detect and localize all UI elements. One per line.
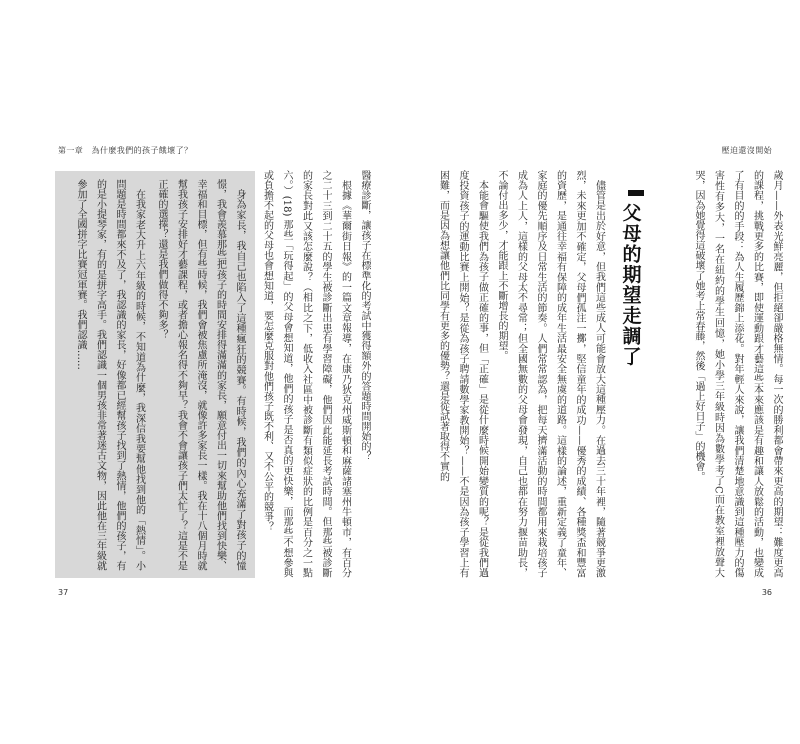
continued-paragraph: 醫療診斷，讓孩子在標準化的考試中獲得額外的答題時間開始的？ [359,170,370,462]
left-page-number: 37 [58,588,69,597]
continued-paragraph: 歲月——外表光鮮亮麗，但拒絕卻嚴格無情。每一次的勝利都會帶來更高的期望：難度更高的課程，挑戰更多的比賽，即使運動跟才藝這些本來應該是有趣和讓人放鬆的活動，也變成了有目的的手段：為人生履歷錦上添花。對年輕人來說，讓我們清楚地意識到這種壓力的傷害性有多大，一名在紐約的學生回憶，她小學三年級時因為數學考了C而在教室裡放聲大哭，因為她覺得這破壞了她考上常春藤，然後「過上好日子」的機會。 [693,170,782,578]
sidebar-paragraph: 身為家長，我自己也陷入了這種瘋狂的競賽。有時候，我們的內心充滿了對孩子的憧憬，我會羨慕那些把孩子的時間安排得滿滿的家長，願意付出一切來幫助他們找到快樂、幸福和目標，但有些時候，我們會被焦慮所淹沒，就像許多家長一樣。我在十八個月時就幫我孩子安排好才藝課程，或者擔心報名得不夠早？我會不會讓孩子們太忙了？這是不是正確的選擇？還是我們做得不夠多？ [156,179,245,571]
heading-bar-icon [628,190,644,196]
right-page [400,0,800,744]
right-body-text [418,170,786,578]
right-running-header: 壓迫還沒開始 [721,146,772,155]
body-paragraph: 本能會驅使我們為孩子做正確的事，但「正確」是從什麼時候開始變質的呢？是從我們過度投資孩子的運動比賽上開始？是從為孩子聘請數學家教開始？——不是因為孩子學習上有困難，而是因為想讓他們比同學有更多的優勢？還是從試著取得不實的 [437,170,488,578]
right-page-number: 36 [761,588,772,597]
left-body-text [258,170,374,578]
body-paragraph: 根據《華爾街日報》的一篇文章報導，在康乃狄克州威斯頓和麻薩諸塞州牛頓市，有百分之二十三到二十五的學生被診斷出患有學習障礙，他們因此能延長考試時間。但那些被診斷的家長對此又該怎麼說？（相比之下，低收入社區中被診斷有類似症狀的比例是百分之一點六。）(18) 那些「玩得起」的父母會想知道，他們的孩子是否真的更快樂，而那些不想參與或負擔不起的父母也會想知道，要怎麼克服對他們孩子既不利、又不公平的競爭？ [261,170,351,578]
sidebar-text [61,179,249,571]
left-running-header: 第一章 為什麼我們的孩子餓壞了？ [58,146,193,155]
sidebar-paragraph: 在我家老大升上六年級的時候，不知道為什麼，我深信我要幫他找到他的「熱情」。小問題是時間都來不及了，我認識的家長，好像都已經幫孩子找到了熱情，他們的孩子，有的是小提琴家，有的是拼字高手。我們認識一個男孩非常著迷古文物，因此他在三年級就參加了全國拼字比賽冠軍賽。我們認識…… [75,179,145,571]
body-paragraph: 儘管是出於好意，但我們這些成人可能會放大這種壓力。在過去三十年裡，隨著競爭更激烈，未來更加不確定，父母們孤注一擲，堅信童年的成功——優秀的成績、各種獎盃和豐富的資歷，是通往幸福有保障的成年生活最安全無虞的道路。這樣的論述，重新定義了童年、家庭的優先順序及日常生活的節奏。人們常常認為，把每天擠滿活動的時間都用來栽培孩子成為人上人，這樣的父母太不尋常；但全國無數的父母會發現，自己也都在努力揠苗助長，不論付出多少，才能跟上不斷增長的期望。 [496,170,605,578]
section-heading [617,170,645,578]
sidebar-box [55,171,255,578]
section-heading-text: 父母的期望走調了 [619,203,642,367]
